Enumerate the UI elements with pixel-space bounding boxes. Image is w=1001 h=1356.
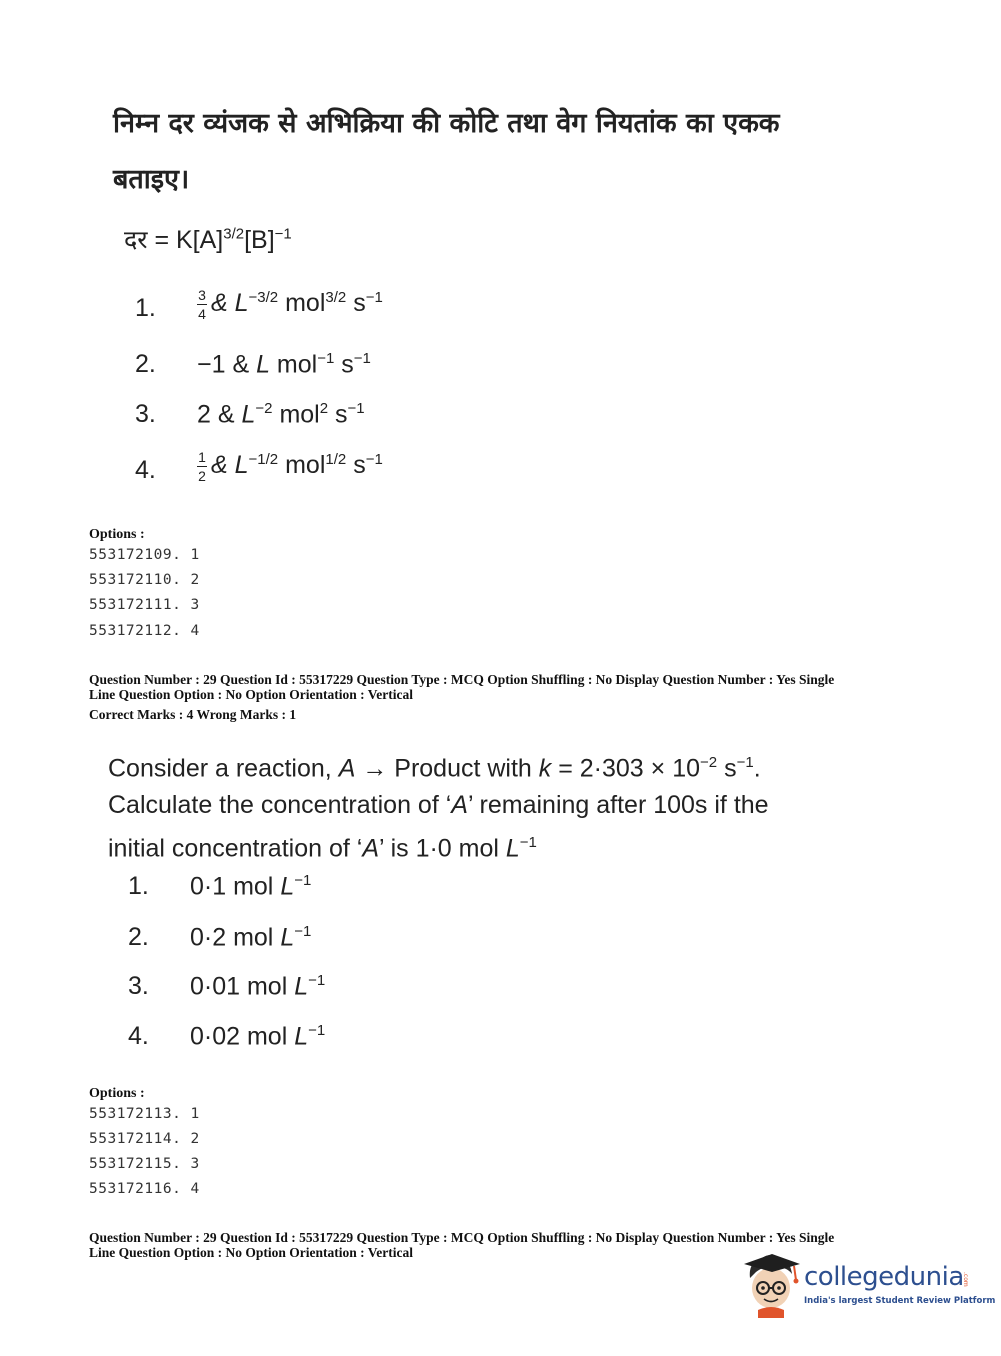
- fraction: $\frac{3}{4}$: [198, 287, 206, 322]
- question-meta-line-2: Line Question Option : No Option Orientation : Vertical: [89, 1245, 414, 1260]
- option-id-line: 553172110. 2: [89, 572, 200, 588]
- question-2-text: [108, 744, 868, 868]
- question-2-line-1: Consider a reaction, A → Product with $k = 2\cdot 303 \times 10^{-2}$ $s^{-1}$.: [108, 754, 761, 783]
- rate-expression: दर = $K[A]^{3/2}[B]^{-1}$: [124, 225, 292, 254]
- q2-option-2: 2. 0·2 mol $L^{-1}$: [128, 923, 312, 952]
- question-1-line-1: निम्न दर व्यंजक से अभिक्रिया की कोटि तथा वेग नियतांक का एकक: [113, 108, 780, 139]
- options-label: Options :: [89, 1086, 145, 1101]
- mascot-icon: [742, 1248, 802, 1318]
- q2-option-3: 3. 0·01 mol $L^{-1}$: [128, 972, 326, 1001]
- question-marks: Correct Marks : 4 Wrong Marks : 1: [89, 707, 297, 722]
- option-id-line: 553172111. 3: [89, 597, 200, 613]
- logo-wordmark: collegedunia: [804, 1262, 964, 1292]
- fraction: $\frac{1}{2}$: [198, 449, 206, 484]
- q1-option-3: 3. 2 & $L^{-2}$ mol$^2$ $s^{-1}$: [135, 400, 365, 429]
- q1-option-1: 1. $\frac{3}{4}$ & $L^{-3/2}$ mol$^{3/2}$ $s^{-1}$: [135, 287, 383, 322]
- options-label: Options :: [89, 527, 145, 542]
- q2-option-1: 1. 0·1 mol $L^{-1}$: [128, 872, 312, 901]
- logo-domain: .com: [962, 1272, 969, 1287]
- question-meta-line-2: Line Question Option : No Option Orientation : Vertical: [89, 687, 414, 702]
- q2-option-4: 4. 0·02 mol $L^{-1}$: [128, 1022, 326, 1051]
- option-id-line: 553172114. 2: [89, 1131, 200, 1147]
- question-1-line-2: बताइए।: [113, 164, 190, 195]
- question-2-line-3: initial concentration of ‘A’ is 1·0 mol $L^{-1}$: [108, 834, 537, 863]
- collegedunia-logo: [742, 1248, 996, 1318]
- option-id-line: 553172116. 4: [89, 1181, 200, 1197]
- question-2-line-2: Calculate the concentration of ‘A’ remaining after 100s if the: [108, 791, 769, 820]
- option-id-line: 553172115. 3: [89, 1156, 200, 1172]
- option-id-line: 553172112. 4: [89, 623, 200, 639]
- question-meta-line-1: Question Number : 29 Question Id : 55317229 Question Type : MCQ Option Shuffling : No Display Question Number : Yes Single: [89, 1230, 835, 1245]
- logo-tagline: India's largest Student Review Platform: [804, 1296, 996, 1306]
- question-meta-line-1: Question Number : 29 Question Id : 55317229 Question Type : MCQ Option Shuffling : No Display Question Number : Yes Single: [89, 672, 835, 687]
- q1-option-4: 4. $\frac{1}{2}$ & $L^{-1/2}$ mol$^{1/2}$ $s^{-1}$: [135, 449, 383, 484]
- option-id-line: 553172109. 1: [89, 547, 200, 563]
- option-id-line: 553172113. 1: [89, 1106, 200, 1122]
- question-1-text: [113, 96, 893, 208]
- q1-option-2: 2. −1 & L mol$^{-1}$ $s^{-1}$: [135, 350, 371, 379]
